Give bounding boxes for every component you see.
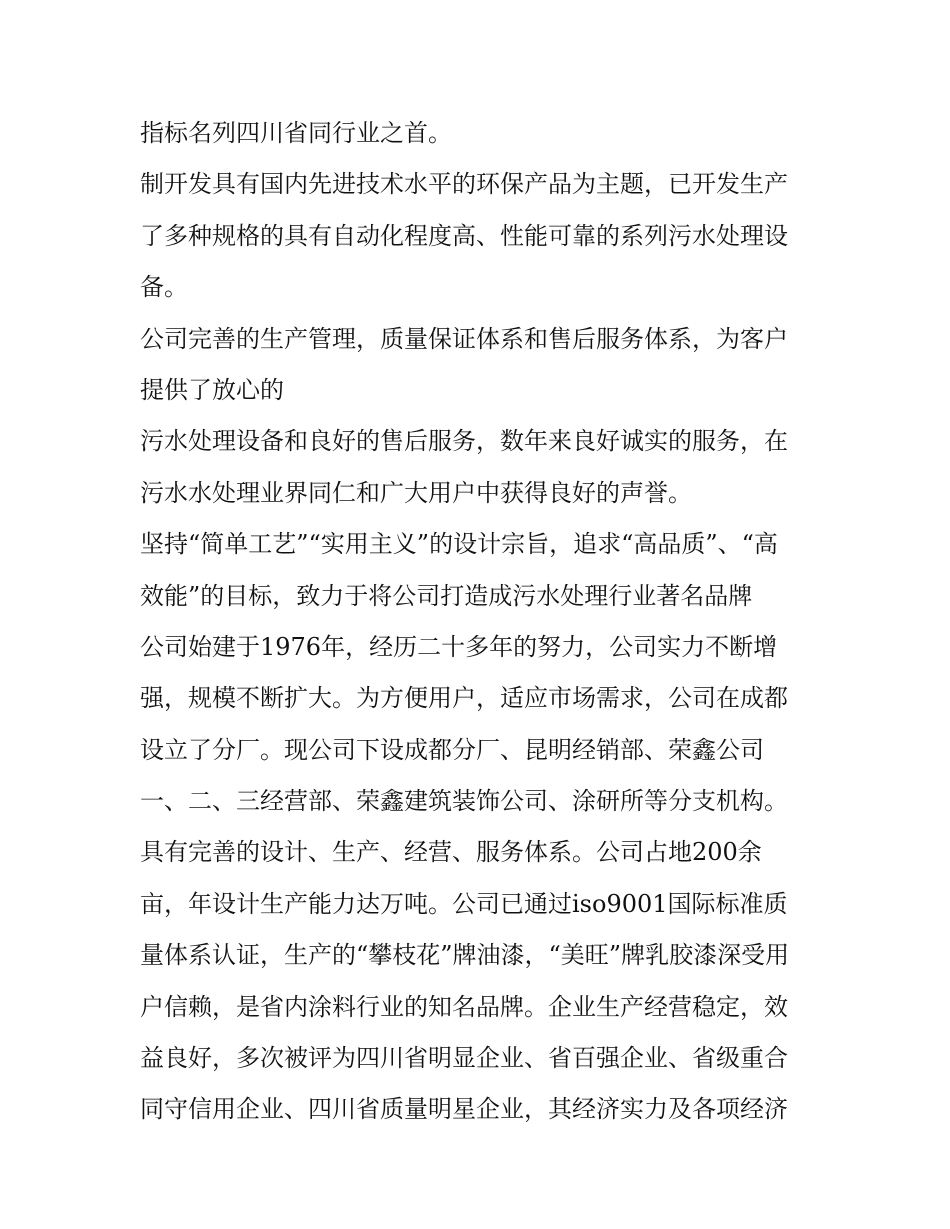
text-line: 污水水处理业界同仁和广大用户中获得良好的声誉。 — [140, 478, 692, 507]
text-line: 制开发具有国内先进技术水平的环保产品为主题，已开发生产 — [140, 170, 788, 199]
text-line: 一、二、三经营部、荣鑫建筑装饰公司、涂研所等分支机构。 — [140, 787, 788, 816]
text-line: 公司完善的生产管理，质量保证体系和售后服务体系，为客户 — [140, 324, 788, 353]
text-line: 量体系认证，生产的“攀枝花”牌油漆，“美旺”牌乳胶漆深受用 — [140, 941, 790, 970]
text-line: 提供了放心的 — [140, 375, 284, 404]
text-line: 指标名列四川省同行业之首。 — [140, 119, 452, 147]
text-line: 户信赖，是省内涂料行业的知名品牌。企业生产经营稳定，效 — [140, 992, 788, 1021]
text-line: 备。 — [140, 273, 188, 302]
text-line: 同守信用企业、四川省质量明星企业，其经济实力及各项经济 — [140, 1095, 788, 1124]
text-line: 亩，年设计生产能力达万吨。公司已通过iso9001国际标准质 — [140, 889, 788, 918]
text-line: 具有完善的设计、生产、经营、服务体系。公司占地200余 — [140, 838, 762, 867]
text-line: 效能”的目标，致力于将公司打造成污水处理行业著名品牌 — [140, 581, 753, 610]
text-line: 坚持“简单工艺”“实用主义”的设计宗旨，追求“高品质”、“高 — [140, 530, 778, 559]
text-line: 设立了分厂。现公司下设成都分厂、昆明经销部、荣鑫公司 — [140, 735, 764, 764]
text-line: 公司始建于1976年，经历二十多年的努力，公司实力不断增 — [140, 632, 778, 661]
text-line: 益良好，多次被评为四川省明显企业、省百强企业、省级重合 — [140, 1044, 788, 1073]
text-line: 强，规模不断扩大。为方便用户，适应市场需求，公司在成都 — [140, 684, 788, 713]
body-text — [140, 108, 820, 1136]
text-line: 了多种规格的具有自动化程度高、性能可靠的系列污水处理设 — [140, 221, 788, 250]
text-line: 污水处理设备和良好的售后服务，数年来良好诚实的服务，在 — [140, 427, 788, 456]
